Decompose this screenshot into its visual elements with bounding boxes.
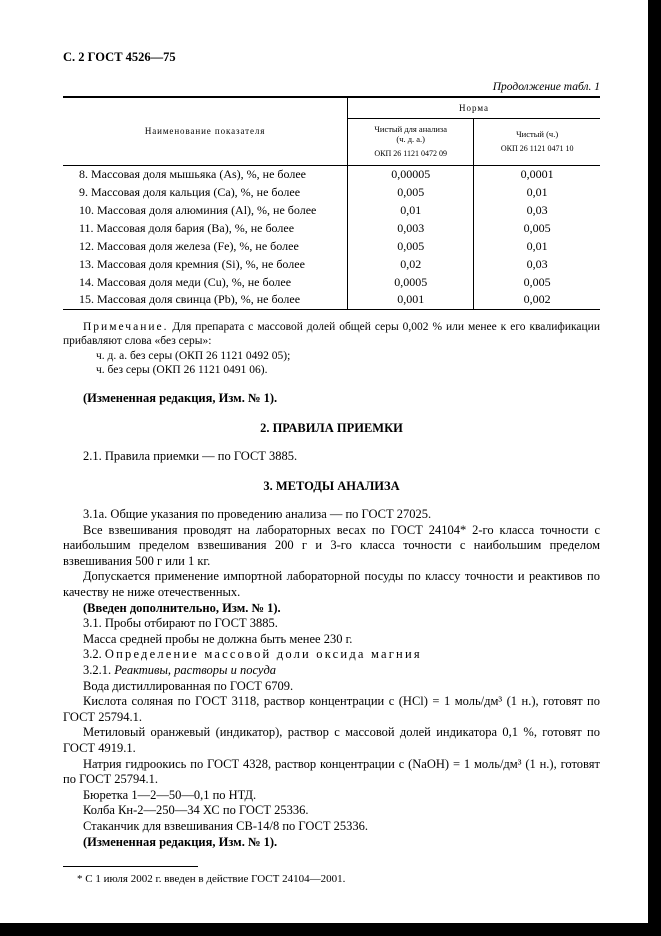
table-row: 15. Массовая доля свинца (Рb), %, не более 0,001 0,002	[63, 291, 600, 309]
note-paragraph	[63, 320, 600, 349]
scan-border-bottom	[0, 923, 661, 936]
table-note	[63, 320, 600, 378]
note-line-2: ч. без серы (ОКП 26 1121 0491 06).	[96, 364, 268, 376]
table-row: 10. Массовая доля алюминия (Аl), %, не более 0,01 0,03	[63, 201, 600, 219]
table-row: 13. Массовая доля кремния (Si), %, не более 0,02 0,03	[63, 255, 600, 273]
footnote-rule	[63, 866, 198, 867]
col-header-name: Наименование показателя	[63, 97, 348, 165]
col-header-ch-okp: ОКП 26 1121 0471 10	[500, 144, 574, 153]
amendment-note-2: (Измененная редакция, Изм. № 1).	[83, 834, 278, 849]
paragraph-water: Вода дистиллированная по ГОСТ 6709.	[83, 678, 294, 693]
paragraph-3-2-1	[63, 663, 600, 679]
paragraph-3-1: 3.1. Пробы отбирают по ГОСТ 3885.	[83, 616, 278, 631]
table-header-row-1	[63, 97, 600, 118]
paragraph-3-1a: 3.1а. Общие указания по проведению анализа — по ГОСТ 27025.	[83, 507, 432, 522]
col-header-chda-okp: ОКП 26 1121 0472 09	[374, 149, 447, 158]
col-header-ch	[474, 118, 600, 165]
paragraph-3-2-number: 3.2.	[83, 647, 102, 662]
norms-table	[63, 96, 600, 310]
footnote-text: * С 1 июля 2002 г. введен в действие ГОСТ 24104—2001.	[77, 873, 346, 886]
table-row: 12. Массовая доля железа (Fе), %, не более 0,005 0,01	[63, 237, 600, 255]
note-line-1: ч. д. а. без серы (ОКП 26 1121 0492 05);	[96, 349, 291, 362]
note-label: Примечание.	[83, 320, 169, 333]
section-title-3: 3. МЕТОДЫ АНАЛИЗА	[263, 479, 400, 494]
section-title-2: 2. ПРАВИЛА ПРИЕМКИ	[260, 420, 403, 435]
col-header-ch-line1: Чистый (ч.)	[516, 129, 559, 139]
paragraph-3-2-1-number: 3.2.1.	[83, 663, 112, 678]
paragraph-3-2-title: Определение массовой доли оксида магния	[104, 647, 422, 662]
note-text: Для препарата с массовой долей общей серы 0,002 % или менее к его квалификации прибавляют слова «без серы»:	[63, 320, 600, 347]
paragraph-import: Допускается применение импортной лабораторной посуды по классу точности и реактивов по качеству не ниже отечественных.	[63, 569, 600, 600]
paragraph-acid: Кислота соляная по ГОСТ 3118, раствор концентрации с (HCl) = 1 моль/дм³ (1 н.), готовят по ГОСТ 25794.1.	[63, 694, 600, 724]
paragraph-flask: Колба Кн-2—250—34 ХС по ГОСТ 25336.	[83, 803, 309, 818]
paragraph-3-2-1-title: Реактивы, растворы и посуда	[114, 663, 277, 678]
introduced-note: (Введен дополнительно, Изм. № 1).	[83, 600, 281, 615]
table-row: 14. Массовая доля меди (Сu), %, не более 0,0005 0,005	[63, 273, 600, 291]
col-header-norma: Норма	[348, 97, 600, 118]
paragraph-weighing: Все взвешивания проводят на лабораторных весах по ГОСТ 24104* 2-го класса точности с наибольшим пределом взвешивания 200 г и 3-го класса точности с наибольшим пределом взвешивания 500 г или 1 кг.	[63, 522, 600, 568]
table-caption: Продолжение табл. 1	[492, 81, 600, 93]
amendment-note-1: (Измененная редакция, Изм. № 1).	[83, 390, 278, 405]
col-header-chda-line1: Чистый для анализа	[374, 124, 448, 134]
table-row: 8. Массовая доля мышьяка (As), %, не более 0,00005 0,0001	[63, 165, 600, 183]
paragraph-2-1: 2.1. Правила приемки — по ГОСТ 3885.	[83, 448, 298, 463]
paragraph-sample-mass: Масса средней пробы не должна быть менее 230 г.	[83, 631, 353, 646]
table-row: 11. Массовая доля бария (Ва), %, не более 0,003 0,005	[63, 219, 600, 237]
paragraph-3-2	[63, 647, 600, 663]
page-header: С. 2 ГОСТ 4526—75	[63, 50, 176, 64]
paragraph-burette: Бюретка 1—2—50—0,1 по НТД.	[83, 787, 257, 802]
paragraph-methyl-orange: Метиловый оранжевый (индикатор), раствор с массовой долей индикатора 0,1 %, готовят по ГОСТ 4919.1.	[63, 725, 600, 755]
col-header-chda	[348, 118, 474, 165]
col-header-chda-line2: (ч. д. а.)	[396, 134, 426, 144]
paragraph-weighing-cup: Стаканчик для взвешивания СВ-14/8 по ГОСТ 25336.	[83, 818, 368, 833]
page-content	[63, 50, 600, 885]
paragraph-naoh: Натрия гидроокись по ГОСТ 4328, раствор концентрации с (NaOH) = 1 моль/дм³ (1 н.), готовят по ГОСТ 25794.1.	[63, 756, 600, 787]
scan-border-right	[648, 0, 661, 936]
table-row: 9. Массовая доля кальция (Са), %, не более 0,005 0,01	[63, 183, 600, 201]
